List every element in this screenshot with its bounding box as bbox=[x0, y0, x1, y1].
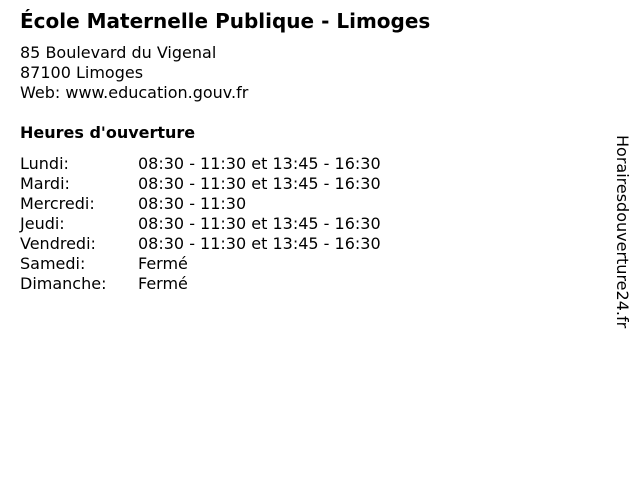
hours-day: Mercredi: bbox=[20, 194, 95, 213]
address-block bbox=[20, 43, 248, 103]
hours-time: 08:30 - 11:30 et 13:45 - 16:30 bbox=[138, 234, 381, 253]
hours-row-dimanche bbox=[20, 274, 381, 294]
hours-time: 08:30 - 11:30 et 13:45 - 16:30 bbox=[138, 154, 381, 173]
hours-row-jeudi bbox=[20, 214, 381, 234]
hours-day: Dimanche: bbox=[20, 274, 107, 293]
hours-time: 08:30 - 11:30 bbox=[138, 194, 247, 213]
address-web: Web: www.education.gouv.fr bbox=[20, 83, 249, 102]
hours-day: Jeudi: bbox=[20, 214, 65, 233]
hours-time: 08:30 - 11:30 et 13:45 - 16:30 bbox=[138, 214, 381, 233]
hours-row-mercredi bbox=[20, 194, 381, 214]
hours-time: 08:30 - 11:30 et 13:45 - 16:30 bbox=[138, 174, 381, 193]
hours-row-vendredi bbox=[20, 234, 381, 254]
hours-time: Fermé bbox=[138, 254, 188, 273]
hours-time: Fermé bbox=[138, 274, 188, 293]
hours-day: Lundi: bbox=[20, 154, 69, 173]
hours-row-mardi bbox=[20, 174, 381, 194]
address-city: 87100 Limoges bbox=[20, 63, 144, 82]
hours-heading: Heures d'ouverture bbox=[20, 123, 196, 142]
hours-table bbox=[20, 154, 381, 294]
hours-day: Mardi: bbox=[20, 174, 70, 193]
hours-day: Samedi: bbox=[20, 254, 86, 273]
hours-row-samedi bbox=[20, 254, 381, 274]
page-title: École Maternelle Publique - Limoges bbox=[20, 9, 431, 33]
address-street: 85 Boulevard du Vigenal bbox=[20, 43, 217, 62]
hours-day: Vendredi: bbox=[20, 234, 96, 253]
hours-row-lundi bbox=[20, 154, 381, 174]
site-watermark: Horairesdouverture24.fr bbox=[613, 135, 632, 329]
